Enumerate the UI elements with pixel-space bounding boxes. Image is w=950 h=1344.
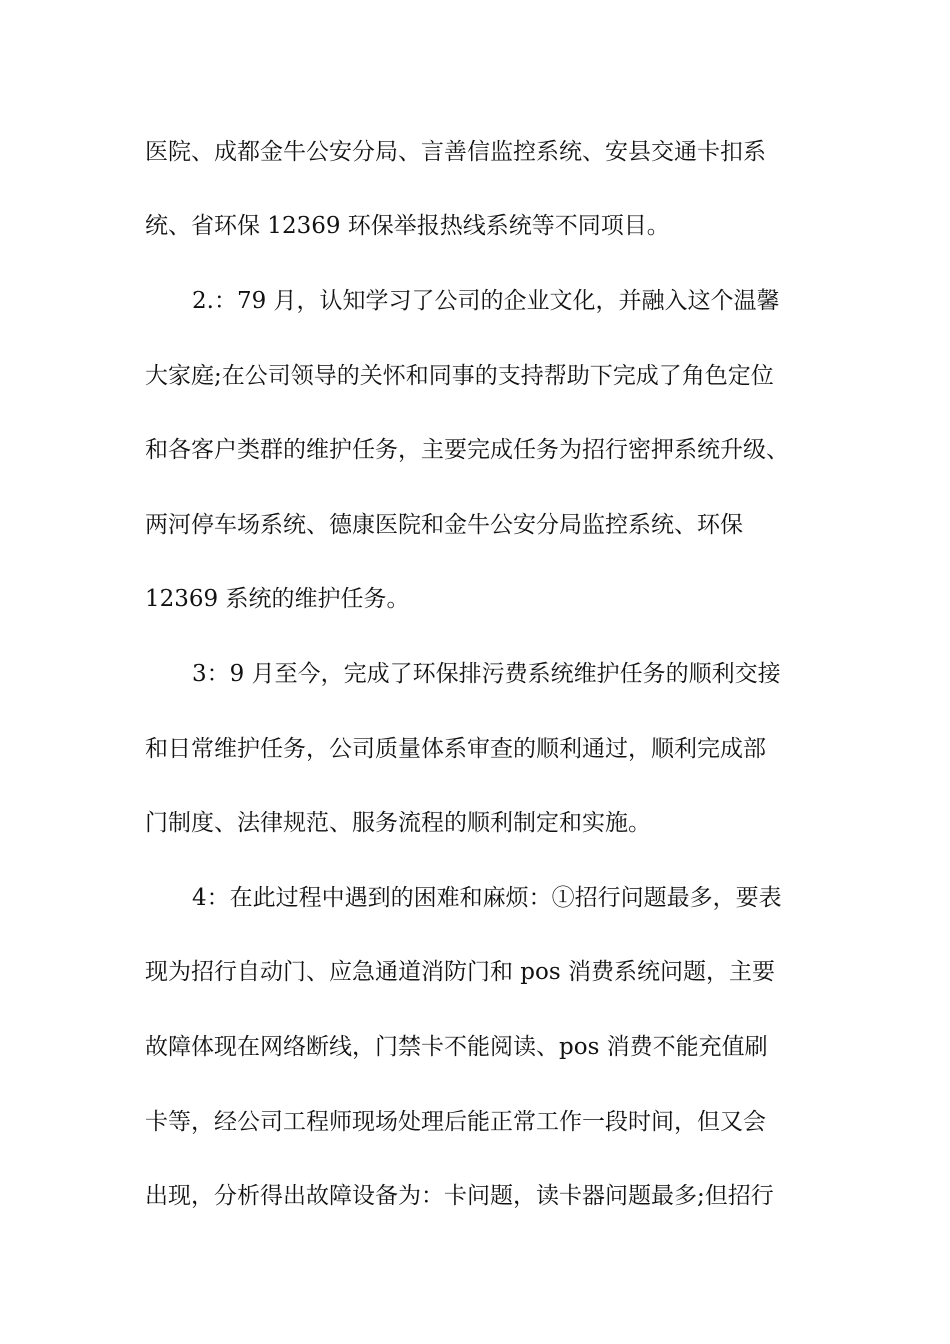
text-line: 出现，分析得出故障设备为：卡问题，读卡器问题最多;但招行: [145, 1183, 774, 1209]
paragraph-start-line: 4：在此过程中遇到的困难和麻烦：①招行问题最多，要表: [192, 885, 782, 911]
text-line: 和日常维护任务，公司质量体系审查的顺利通过，顺利完成部: [145, 736, 766, 762]
paragraph-start-line: 3：9 月至今，完成了环保排污费系统维护任务的顺利交接: [192, 661, 781, 687]
text-line: 12369 系统的维护任务。: [145, 586, 410, 612]
text-line: 统、省环保 12369 环保举报热线系统等不同项目。: [145, 213, 670, 239]
text-line: 卡等，经公司工程师现场处理后能正常工作一段时间，但又会: [145, 1109, 766, 1135]
text-line: 门制度、法律规范、服务流程的顺利制定和实施。: [145, 810, 651, 836]
text-line: 现为招行自动门、应急通道消防门和 pos 消费系统问题，主要: [145, 959, 775, 985]
paragraph-start-line: 2.：79 月，认知学习了公司的企业文化，并融入这个温馨: [192, 288, 780, 314]
text-line: 医院、成都金牛公安分局、言善信监控系统、安县交通卡扣系: [145, 139, 766, 165]
text-line: 故障体现在网络断线，门禁卡不能阅读、pos 消费不能充值刷: [145, 1034, 768, 1060]
text-line: 和各客户类群的维护任务，主要完成任务为招行密押系统升级、: [145, 437, 789, 463]
text-line: 两河停车场系统、德康医院和金牛公安分局监控系统、环保: [145, 512, 743, 538]
text-line: 大家庭;在公司领导的关怀和同事的支持帮助下完成了角色定位: [145, 363, 774, 389]
